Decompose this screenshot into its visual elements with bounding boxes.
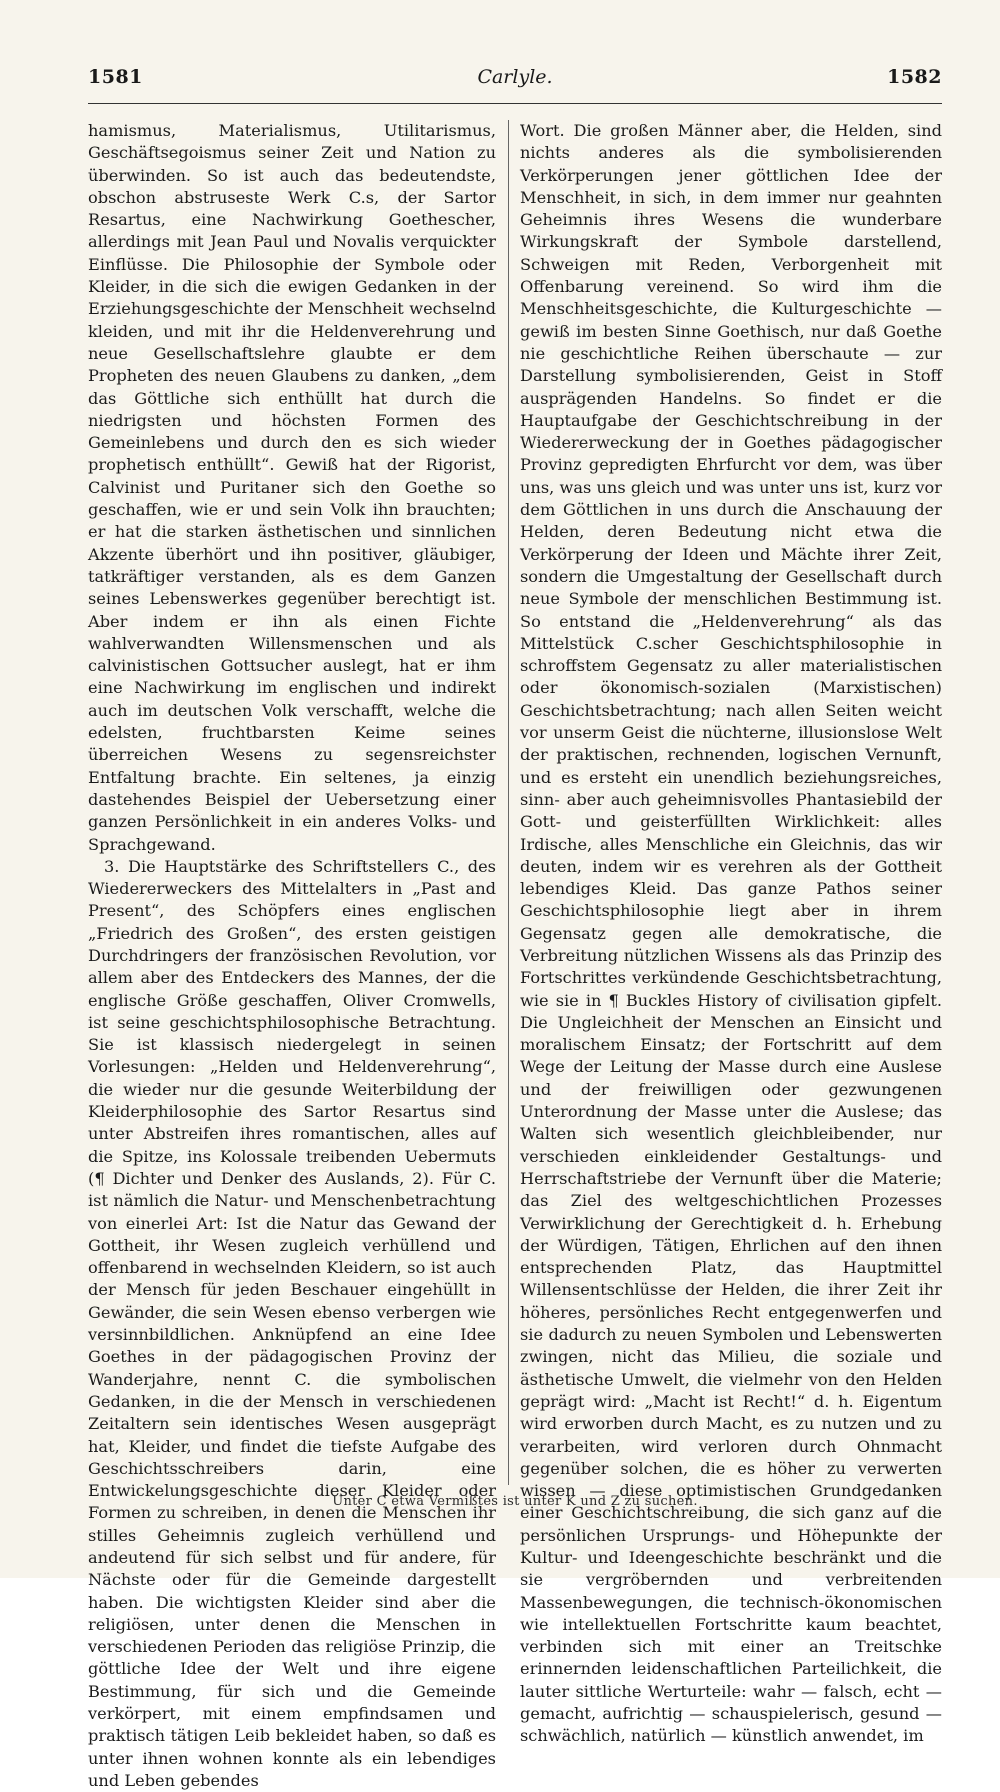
right-paragraph-1: Wort. Die großen Männer aber, die Helden, sind nichts anderes als die symbolisierenden Verkörperungen jener göttlichen Idee der Menschheit, in sich, in dem immer nur geahnten Geheimnis ihres Wesens die wunderbare Wirkungskraft der Symbole darstellend, Schweigen mit Reden, Verborgenheit mit Offenbarung vereinend. So wird ihm die Menschheitsgeschichte, die Kulturgeschichte — gewiß im besten Sinne Goethisch, nur daß Goethe nie geschichtliche Reihen überschaute — zur Darstellung symbolisierenden, Geist in Stoff ausprägenden Handelns. So findet er die Hauptaufgabe der Geschichtschreibung in der Wiedererweckung der in Goethes pädagogischer Provinz gepredigten Ehrfurcht vor dem, was über uns, was uns gleich und was unter uns ist, kurz vor dem Göttlichen in uns durch die Anschauung der Helden, deren Bedeutung nicht etwa die Verkörperung der Ideen und Mächte ihrer Zeit, sondern die Umgestaltung der Gesellschaft durch neue Symbole der menschlichen Bestimmung ist. So entstand die „Heldenverehrung“ als das Mittelstück C.scher Geschichtsphilosophie in schroffstem Gegensatz zu aller materialistischen oder ökonomisch-sozialen (Marxistischen) Geschichtsbetrachtung; nach allen Seiten weicht vor unserm Geist die nüchterne, illusionslose Welt der praktischen, rechnenden, logischen Vernunft, und es ersteht ein unendlich beziehungsreiches, sinn- aber auch geheimnisvolles Phantasiebild der Gott- und geisterfüllten Wirklichkeit: alles Irdische, alles Menschliche ein Gleichnis, das wir deuten, indem wir es verehren als der Gottheit lebendiges Kleid. Das ganze Pathos seiner Geschichtsphilosophie liegt aber in ihrem Gegensatz gegen alle demokratische, die Verbreitung nützlichen Wissens als das Prinzip des Fortschrittes verkündende Geschichtsbetrachtung, wie sie in ¶ Buckles History of civilisation gipfelt. Die Ungleichheit der Menschen an Einsicht und moralischem Einsatz; der Fortschritt auf dem Wege der Leitung der Masse durch eine Auslese und der freiwilligen oder gezwungenen Unterordnung der Masse unter die Auslese; das Walten sich wesentlich gleichbleibender, nur verschieden einkleidender Gestaltungs- und Herrschaftstriebe der Vernunft über die Materie; das Ziel des weltgeschichtlichen Prozesses Verwirklichung der Gerechtigkeit d. h. Erhebung der Würdigen, Tätigen, Ehrlichen auf den ihnen entsprechenden Platz, das Hauptmittel Willensentschlüsse der Helden, die ihrer Zeit ihr höheres, persönliches Recht entgegenwerfen und sie dadurch zu neuen Symbolen und Lebenswerten zwingen, nicht das Milieu, die soziale und ästhetische Umwelt, die vielmehr von den Helden geprägt wird: „Macht ist Recht!“ d. h. Eigentum wird erworben durch Macht, es zu nutzen und zu verarbeiten, wird verloren durch Ohnmacht gegenüber solchen, die es höher zu verwerten wissen — diese optimistischen Grundgedanken einer Geschichtschreibung, die sich ganz auf die persönlichen Ursprungs- und Höhepunkte der Kultur- und Ideengeschichte beschränkt und die sie vergröbernden und verbreitenden Massenbewegungen, die technisch-ökonomischen wie intellektuellen Fortschritte kaum beachtet, verbinden sich mit einer an Treitschke erinnernden leidenschaftlichen Parteilichkeit, die lauter sittliche Werturteile: wahr — falsch, echt — gemacht, aufrichtig — schauspielerisch, gesund — schwächlich, natürlich — künstlich anwendet, im — [520, 121, 942, 1746]
header-rule — [88, 103, 942, 104]
left-paragraph-1: hamismus, Materialismus, Utilitarismus, Geschäftsegoismus seiner Zeit und Nation zu überwinden. So ist auch das bedeutendste, obschon abstruseste Werk C.s, der Sartor Resartus, eine Nachwirkung Goethescher, allerdings mit Jean Paul und Novalis verquickter Einflüsse. Die Philosophie der Symbole oder Kleider, in die sich die ewigen Gedanken in der Erziehungsgeschichte der Menschheit wechselnd kleiden, und mit ihr die Heldenverehrung und neue Gesellschaftslehre glaubte er dem Propheten des neuen Glaubens zu danken, „dem das Göttliche sich enthüllt hat durch die niedrigsten und höchsten Formen des Gemeinlebens und durch den es sich wieder prophetisch enthüllt“. Gewiß hat der Rigorist, Calvinist und Puritaner sich den Goethe so geschaffen, wie er und sein Volk ihn brauchten; er hat die starken ästhetischen und sinnlichen Akzente überhört und ihn positiver, gläubiger, tatkräftiger verstanden, als es dem Ganzen seines Lebenswerkes gegenüber berechtigt ist. Aber indem er ihn als einen Fichte wahlverwandten Willensmenschen und als calvinistischen Gottsucher auslegt, hat er ihm eine Nachwirkung im englischen und indirekt auch im deutschen Volk verschafft, welche die edelsten, fruchtbarsten Keime seines überreichen Wesens zu segensreichster Entfaltung brachte. Ein seltenes, ja einzig dastehendes Beispiel der Uebersetzung einer ganzen Persönlichkeit in ein anderes Volks- und Sprachgewand. — [88, 121, 496, 854]
page-number-right: 1582 — [887, 66, 942, 88]
page-number-left: 1581 — [88, 66, 143, 88]
left-paragraph-2: 3. Die Hauptstärke des Schriftstellers C., des Wiedererweckers des Mittelalters in „Past and Present“, des Schöpfers eines englischen „Friedrich des Großen“, des ersten geistigen Durchdringers der französischen Revolution, vor allem aber des Entdeckers des Mannes, der die englische Größe geschaffen, Oliver Cromwells, ist seine geschichtsphilosophische Betrachtung. Sie ist klassisch niedergelegt in seinen Vorlesungen: „Helden und Heldenverehrung“, die wieder nur die gesunde Weiterbildung der Kleiderphilosophie des Sartor Resartus sind unter Abstreifen ihres romantischen, alles auf die Spitze, ins Kolossale treibenden Uebermuts (¶ Dichter und Denker des Auslands, 2). Für C. ist nämlich die Natur- und Menschenbetrachtung von einerlei Art: Ist die Natur das Gewand der Gottheit, ihr Wesen zugleich verhüllend und offenbarend in wechselnden Kleidern, so ist auch der Mensch für jeden Beschauer eingehüllt in Gewänder, die sein Wesen ebenso verbergen wie versinnbildlichen. Anknüpfend an eine Idee Goethes in der pädagogischen Provinz der Wanderjahre, nennt C. die symbolischen Gedanken, in die der Mensch in verschiedenen Zeitaltern sein identisches Wesen ausgeprägt hat, Kleider, und findet die tiefste Aufgabe des Geschichtsschreibers darin, eine Entwickelungsgeschichte dieser Kleider oder Formen zu schreiben, in denen die Menschen ihr stilles Geheimnis zugleich verhüllend und andeutend für sich selbst und für andere, für Nächste oder für die Gemeinde dargestellt haben. Die wichtigsten Kleider sind aber die religiösen, unter denen die Menschen in verschiedenen Perioden das religiöse Prinzip, die göttliche Idee der Welt und ihre eigene Bestimmung, für sich und die Gemeinde verkörpert, mit einem empfindsamen und praktisch tätigen Leib bekleidet haben, so daß es unter ihnen wohnen konnte als ein lebendiges und Leben gebendes — [88, 856, 496, 1790]
column-divider — [508, 120, 509, 1485]
left-column — [88, 120, 496, 1790]
page-header — [88, 66, 942, 102]
footer-note: Unter C etwa Vermißtes ist unter K und Z zu suchen. — [332, 1494, 698, 1509]
running-title: Carlyle. — [477, 66, 553, 88]
right-column — [520, 120, 942, 1746]
